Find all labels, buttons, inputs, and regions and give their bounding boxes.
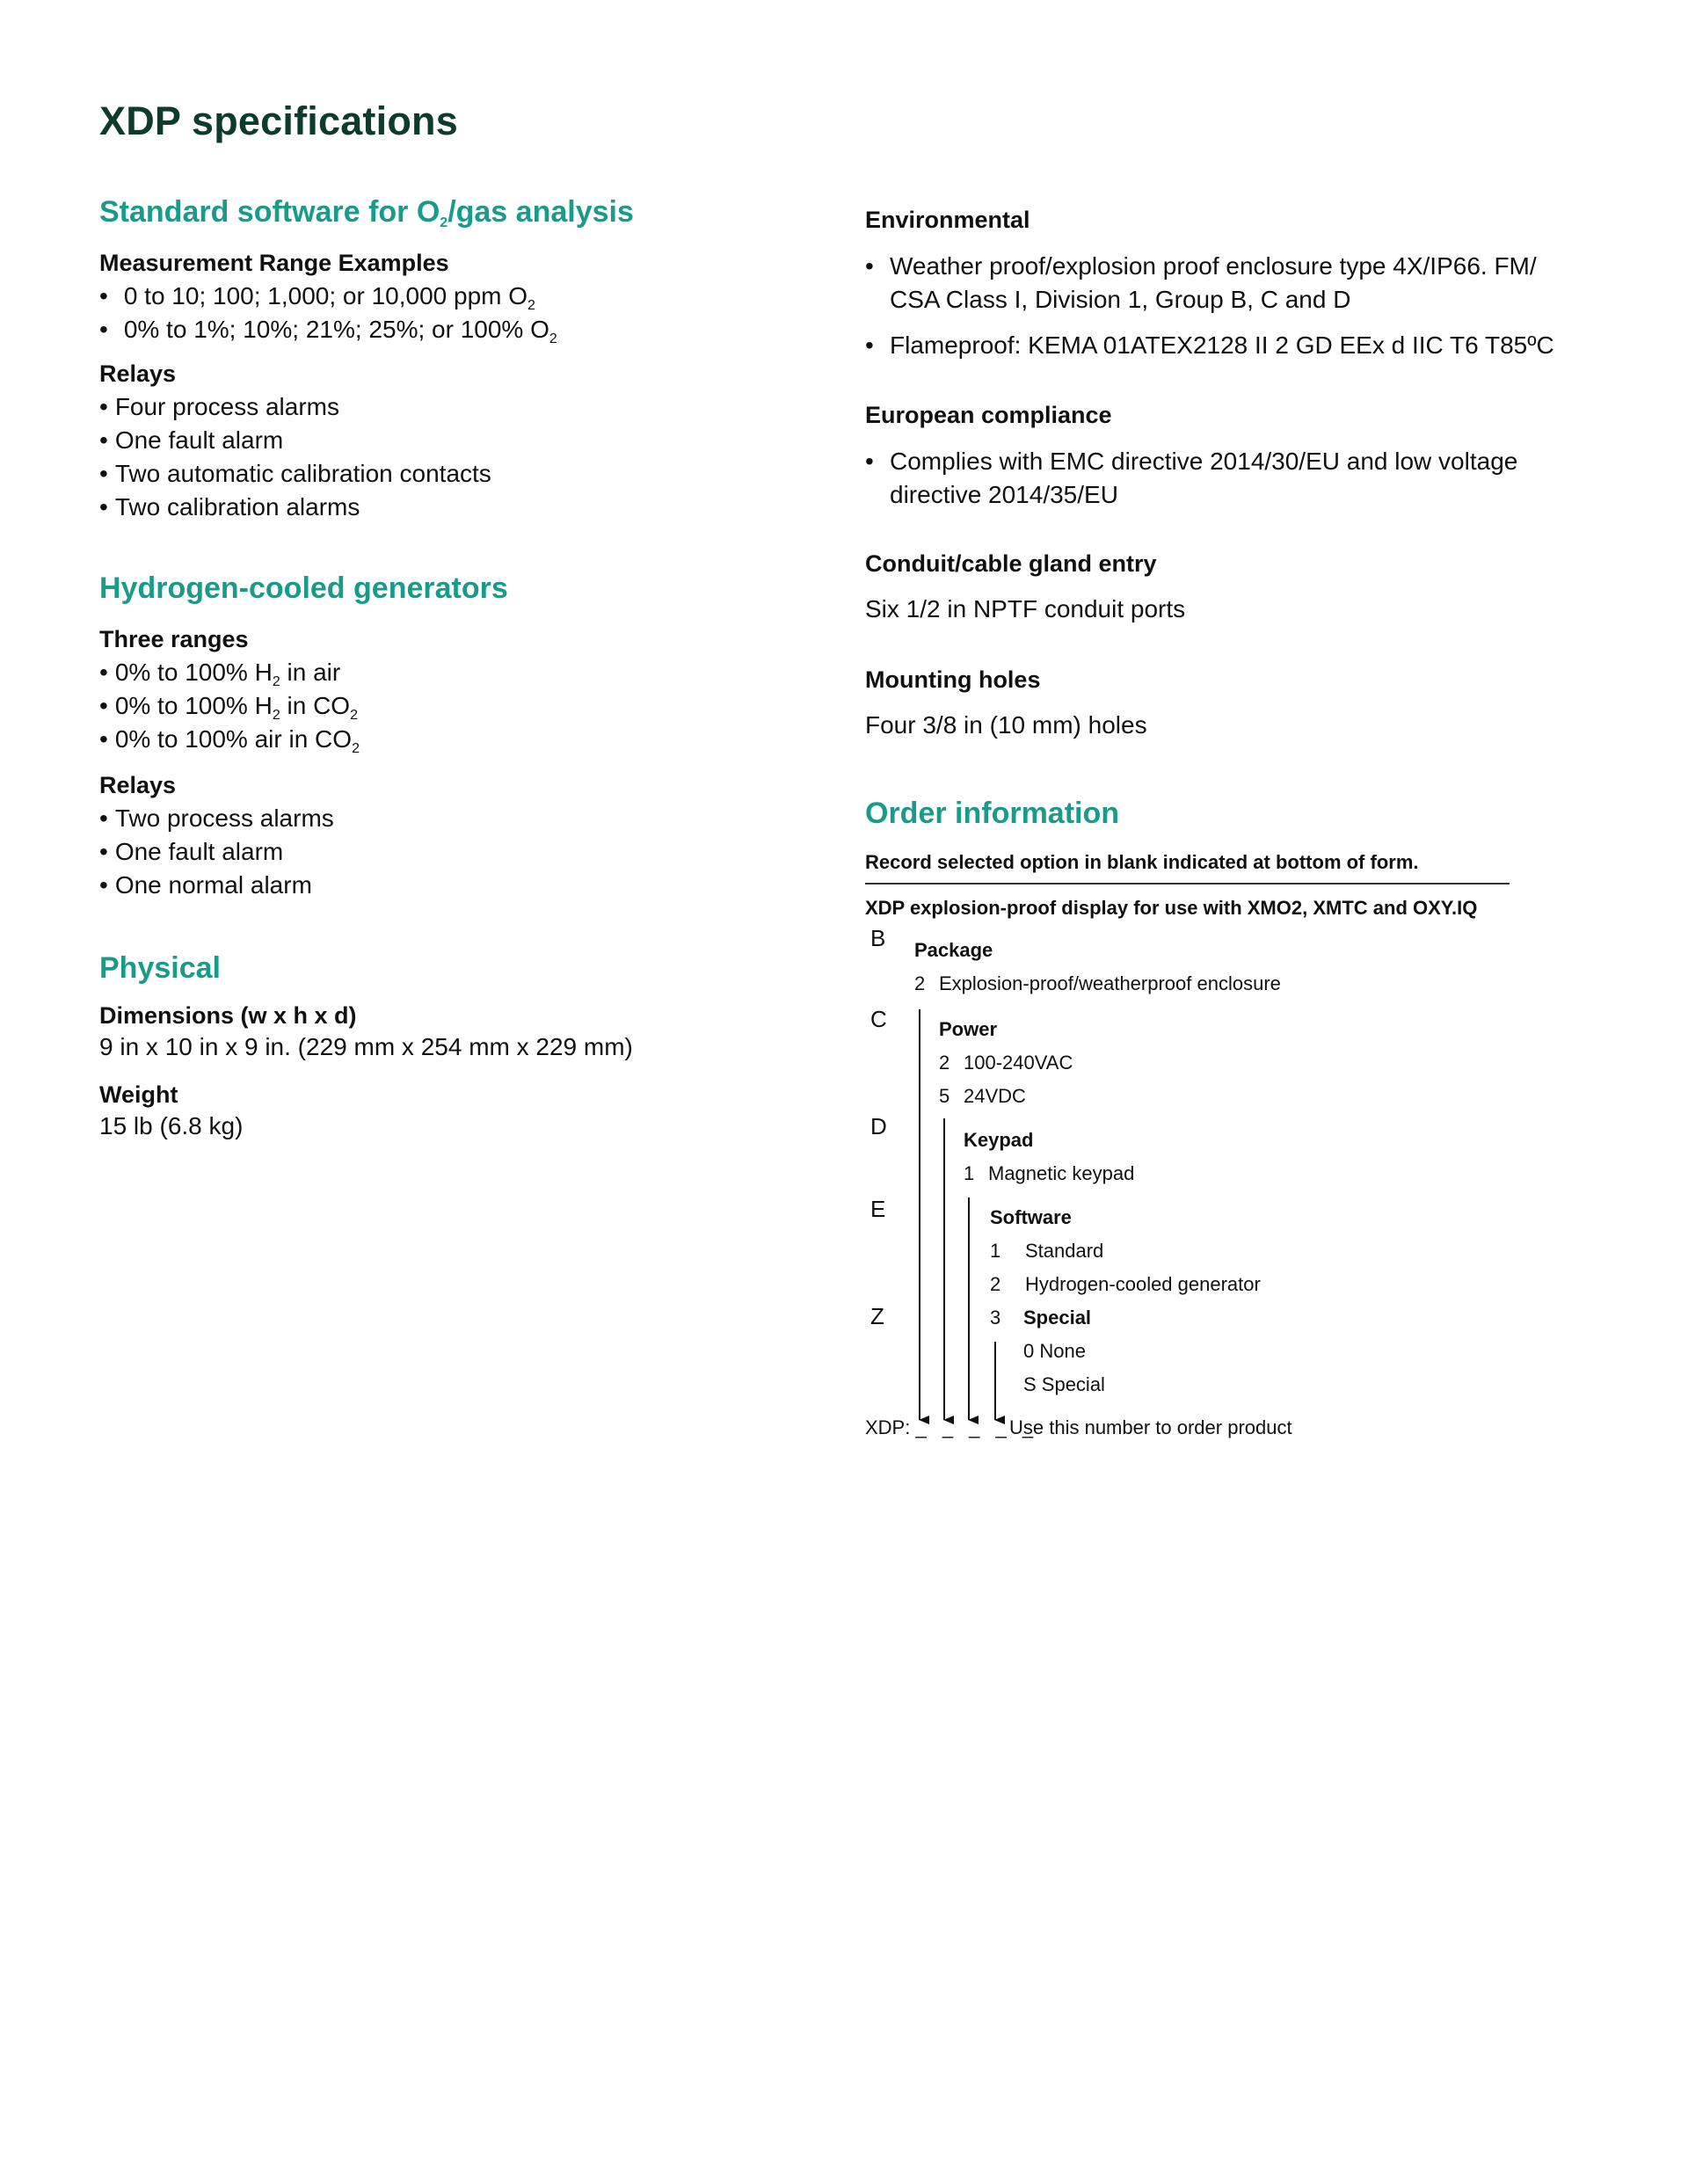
order-code-diagram [865, 844, 1533, 1460]
package-option: 2 Explosion-proof/weatherproof enclosure [914, 972, 1281, 994]
software-heading: Standard software for $O_2$/gas analysis [99, 195, 634, 230]
power-option: 2 100-240VAC [939, 1052, 1073, 1074]
list-item: • Two automatic calibration contacts [99, 457, 491, 491]
weight-heading: Weight [99, 1081, 178, 1108]
hydrogen-relays-list [99, 802, 334, 902]
order-heading: Order information [865, 797, 1120, 830]
list-item: • One fault alarm [99, 424, 491, 457]
xdp-order-code: XDP: _ _ _ _ _ [865, 1416, 1039, 1438]
code-letter-d: D [870, 1113, 887, 1139]
software-relays-list [99, 390, 491, 524]
software-label: Software [990, 1206, 1072, 1228]
keypad-option: 1 Magnetic keypad [964, 1162, 1135, 1184]
special-sub-option: 0 None [1023, 1340, 1086, 1362]
range-list [99, 280, 557, 346]
list-item: • 0% to 1%; 10%; 21%; 25%; or 100% $O_2$ [99, 313, 557, 346]
range-heading: Measurement Range Examples [99, 250, 449, 276]
power-label: Power [939, 1018, 998, 1040]
code-letter-b: B [870, 925, 886, 951]
package-label: Package [914, 939, 993, 961]
list-item: • One fault alarm [99, 835, 334, 869]
list-item: • 0 to 10; 100; 1,000; or 10,000 ppm $O_2$ [99, 280, 557, 313]
list-item: • 0% to 100% $H_2$ in air [99, 656, 360, 689]
list-item: • Complies with EMC directive 2014/30/EU and low voltage directive 2014/35/EU [865, 445, 1586, 512]
list-item: • One normal alarm [99, 869, 334, 902]
product-description: XDP explosion-proof display for use with XMO2, XMTC and OXY.IQ [865, 897, 1478, 919]
list-item: • 0% to 100% air in $CO_2$ [99, 723, 360, 756]
page-title: XDP specifications [99, 98, 458, 143]
code-letter-z: Z [870, 1303, 884, 1329]
ranges-list [99, 656, 360, 756]
arrow-lines [865, 844, 1533, 1460]
list-item: • Two calibration alarms [99, 491, 491, 524]
dimensions-heading: Dimensions (w x h x d) [99, 1002, 357, 1029]
power-option: 5 24VDC [939, 1085, 1026, 1107]
european-heading: European compliance [865, 402, 1112, 428]
list-item: • Flameproof: KEMA 01ATEX2128 II 2 GD EEx d IIC T6 T85ºC [865, 329, 1586, 362]
keypad-label: Keypad [964, 1129, 1034, 1151]
software-relays-heading: Relays [99, 360, 177, 387]
european-list [865, 445, 1586, 524]
order-note: Record selected option in blank indicated at bottom of form. [865, 851, 1419, 873]
hydrogen-heading: Hydrogen-cooled generators [99, 571, 508, 605]
list-item: • Weather proof/explosion proof enclosure type 4X/IP66. FM/ CSA Class I, Division 1, Group B, C and D [865, 250, 1586, 317]
conduit-value: Six 1/2 in NPTF conduit ports [865, 595, 1186, 622]
special-option: 3 Special [990, 1307, 1092, 1329]
special-sub-option: S Special [1023, 1373, 1105, 1395]
mounting-heading: Mounting holes [865, 666, 1041, 693]
list-item: • Two process alarms [99, 802, 334, 835]
code-letter-e: E [870, 1196, 886, 1222]
environmental-heading: Environmental [865, 207, 1030, 233]
list-item: • Four process alarms [99, 390, 491, 424]
dimensions-value: 9 in x 10 in x 9 in. (229 mm x 254 mm x 229 mm) [99, 1033, 633, 1060]
hydrogen-relays-heading: Relays [99, 772, 177, 798]
order-instruction: Use this number to order product [1009, 1416, 1292, 1438]
environmental-list [865, 250, 1586, 375]
conduit-heading: Conduit/cable gland entry [865, 550, 1157, 577]
code-letter-c: C [870, 1006, 887, 1032]
software-option: 2 Hydrogen-cooled generator [990, 1273, 1261, 1295]
mounting-value: Four 3/8 in (10 mm) holes [865, 711, 1147, 739]
ranges-heading: Three ranges [99, 626, 249, 652]
physical-heading: Physical [99, 951, 221, 985]
weight-value: 15 lb (6.8 kg) [99, 1112, 244, 1139]
list-item: • 0% to 100% $H_2$ in $CO_2$ [99, 689, 360, 723]
software-option: 1 Standard [990, 1240, 1104, 1262]
